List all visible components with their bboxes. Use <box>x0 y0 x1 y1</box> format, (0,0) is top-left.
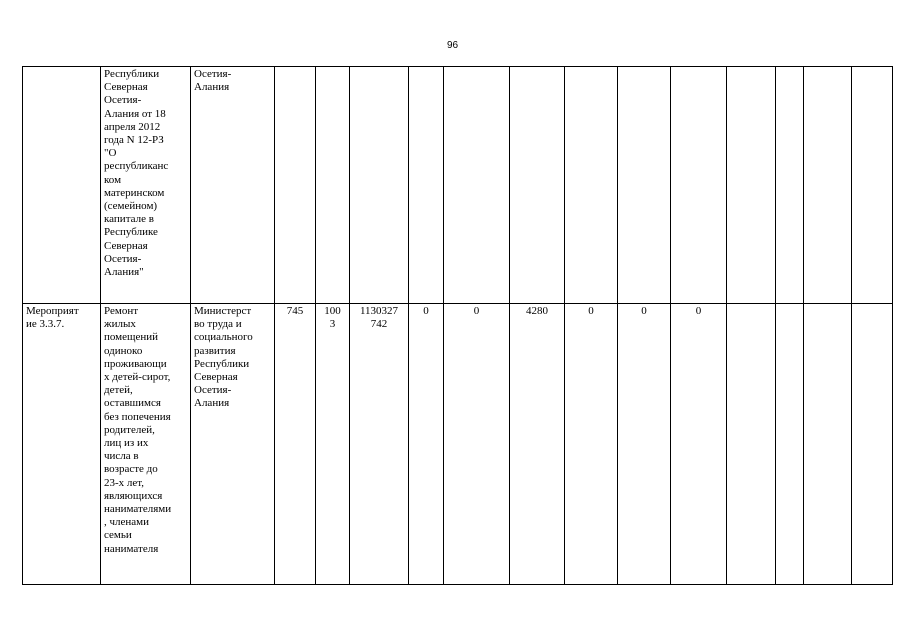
measure-cell: Мероприят ие 3.3.7. <box>23 304 101 585</box>
table-cell <box>804 67 852 304</box>
table-cell <box>727 304 776 585</box>
table-cell <box>510 67 565 304</box>
table-cell <box>565 67 618 304</box>
table-cell: 0 <box>618 304 671 585</box>
table-cell <box>852 304 893 585</box>
table-cell <box>671 67 727 304</box>
table-row <box>23 304 893 585</box>
page-number: 96 <box>446 40 459 51</box>
table-cell <box>618 67 671 304</box>
table-cell: 1130327 742 <box>350 304 409 585</box>
table-cell <box>776 67 804 304</box>
table-cell: 0 <box>671 304 727 585</box>
table-cell: 100 3 <box>316 304 350 585</box>
executor-cell: Министерст во труда и социального развития Республики Северная Осетия- Алания <box>191 304 275 585</box>
table-cell <box>444 67 510 304</box>
table-cell <box>316 67 350 304</box>
table-cell <box>350 67 409 304</box>
executor-cell: Осетия- Алания <box>191 67 275 304</box>
program-table <box>22 66 893 585</box>
table-cell <box>275 67 316 304</box>
table-cell <box>409 67 444 304</box>
table-cell: 4280 <box>510 304 565 585</box>
table-cell <box>727 67 776 304</box>
table-cell <box>776 304 804 585</box>
table-row <box>23 67 893 304</box>
measure-name-cell: Республики Северная Осетия- Алания от 18 апреля 2012 года N 12-РЗ "О республиканс ком материнском (семейном) капитале в Республике Северная Осетия- Алания" <box>101 67 191 304</box>
table-cell <box>852 67 893 304</box>
table-cell: 745 <box>275 304 316 585</box>
table-cell: 0 <box>409 304 444 585</box>
table-cell: 0 <box>444 304 510 585</box>
table-cell: 0 <box>565 304 618 585</box>
measure-cell <box>23 67 101 304</box>
table-cell <box>804 304 852 585</box>
measure-name-cell: Ремонт жилых помещений одиноко проживающи х детей-сирот, детей, оставшимся без попечения родителей, лиц из их числа в возрасте до 23-х лет, являющихся нанимателями , членами семьи нанимателя <box>101 304 191 585</box>
